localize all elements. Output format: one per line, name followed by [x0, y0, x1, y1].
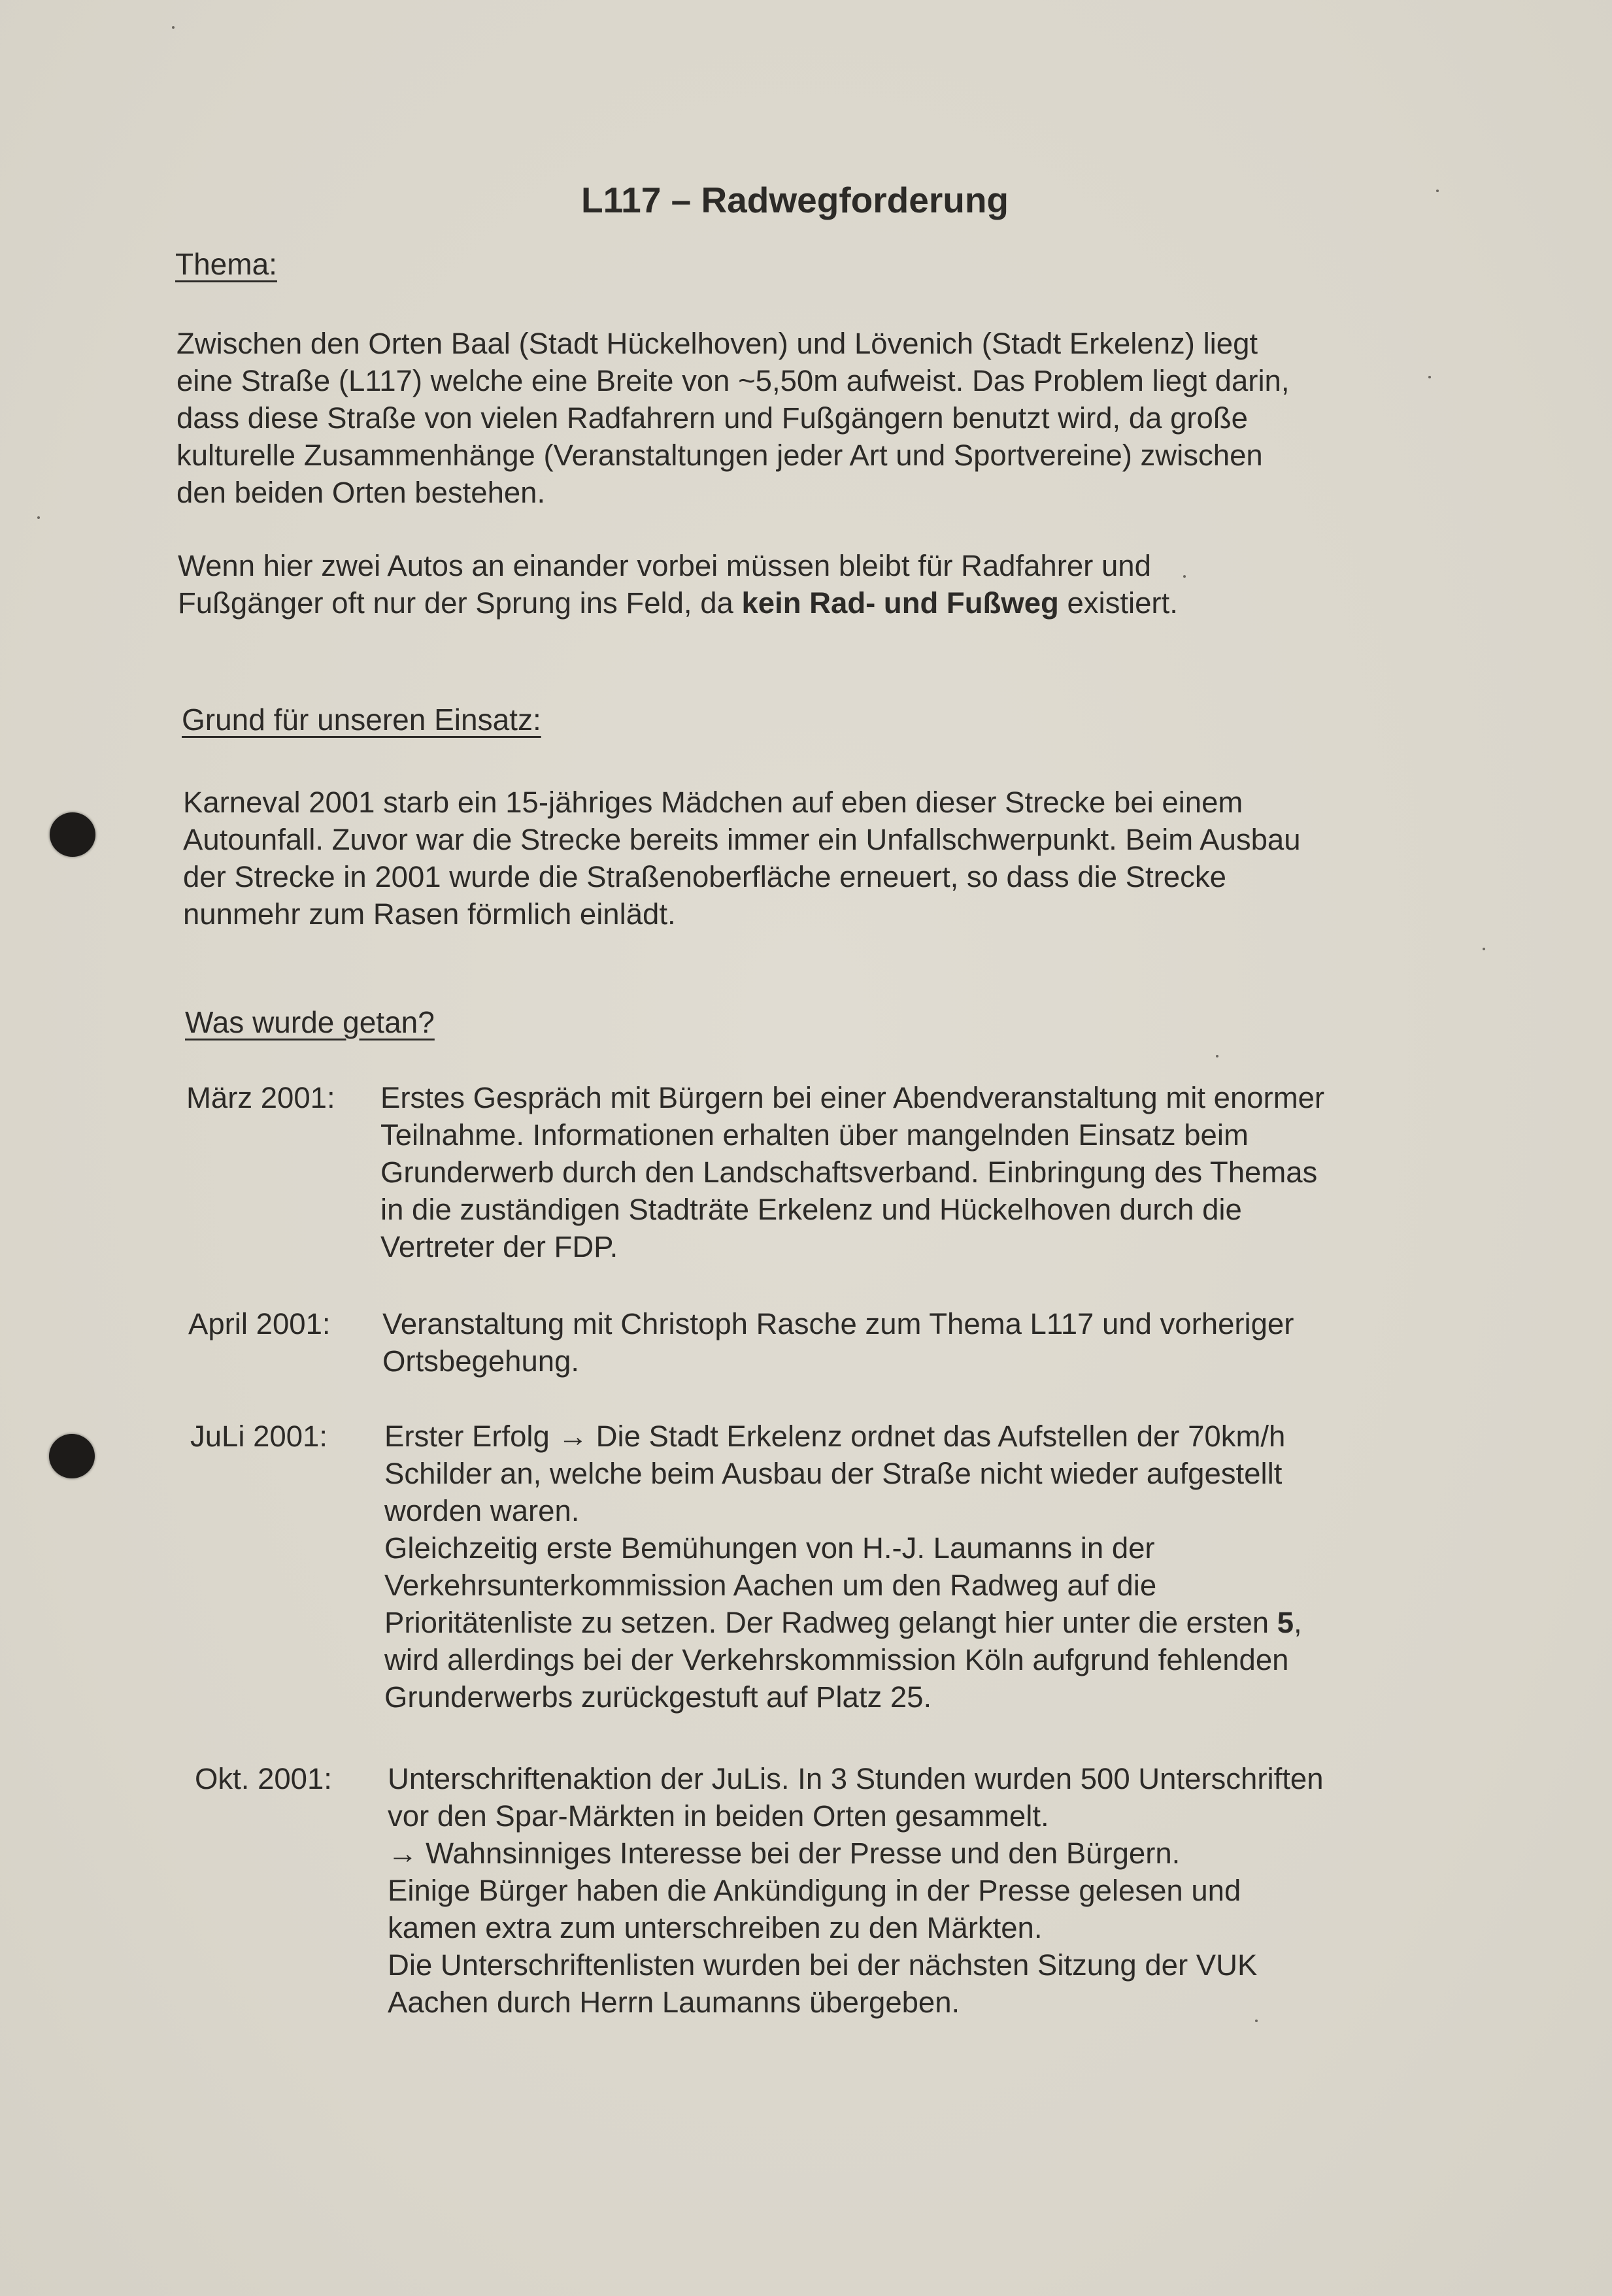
text-line: Schilder an, welche beim Ausbau der Straße nicht wieder aufgestellt: [384, 1457, 1283, 1490]
text-line: wird allerdings bei der Verkehrskommission Köln aufgrund fehlenden: [384, 1643, 1289, 1676]
punch-hole: [50, 812, 95, 857]
text-line: Erstes Gespräch mit Bürgern bei einer Abendveranstaltung mit enormer: [380, 1081, 1325, 1114]
text-line: Erster Erfolg → Die Stadt Erkelenz ordnet das Aufstellen der 70km/h: [384, 1420, 1286, 1453]
text-line: Gleichzeitig erste Bemühungen von H.-J. Laumanns in der: [384, 1531, 1155, 1565]
entry-text: [384, 1418, 1302, 1716]
entry-date: März 2001:: [186, 1081, 335, 1114]
entry-date: JuLi 2001:: [190, 1420, 327, 1453]
entry-date: Okt. 2001:: [195, 1762, 332, 1795]
text-line: Verkehrsunterkommission Aachen um den Radweg auf die: [384, 1569, 1157, 1602]
text-line: [384, 1604, 1302, 1641]
text-line: Unterschriftenaktion der JuLis. In 3 Stunden wurden 500 Unterschriften: [388, 1762, 1324, 1795]
text-line: Grunderwerbs zurückgestuft auf Platz 25.: [384, 1680, 932, 1714]
text-line: den beiden Orten bestehen.: [176, 476, 546, 509]
entry-date: April 2001:: [188, 1307, 331, 1340]
text-line: [178, 584, 1178, 622]
text-line: vor den Spar-Märkten in beiden Orten gesammelt.: [388, 1799, 1049, 1833]
text-line: Teilnahme. Informationen erhalten über mangelnden Einsatz beim: [380, 1118, 1249, 1152]
heading-grund: Grund für unseren Einsatz:: [182, 703, 541, 737]
text-line: Einige Bürger haben die Ankündigung in der Presse gelesen und: [388, 1874, 1241, 1907]
scan-speck: [1216, 1055, 1218, 1057]
scan-speck: [1183, 575, 1186, 578]
emphasis-no-bike-path: kein Rad- und Fußweg: [741, 586, 1059, 620]
text-line: Ortsbegehung.: [382, 1344, 580, 1378]
scan-speck: [172, 26, 175, 29]
thema-paragraph-2: [178, 547, 1178, 622]
heading-getan: Was wurde getan?: [185, 1005, 435, 1039]
text-line: Wenn hier zwei Autos an einander vorbei müssen bleibt für Radfahrer und: [178, 549, 1151, 582]
thema-paragraph-1: [176, 325, 1290, 511]
emphasis-rank: 5: [1277, 1606, 1294, 1639]
text-line: Vertreter der FDP.: [380, 1230, 618, 1263]
text-line: Autounfall. Zuvor war die Strecke bereits immer ein Unfallschwerpunkt. Beim Ausbau: [183, 823, 1301, 856]
scan-speck: [1428, 376, 1431, 378]
entry-text: [388, 1760, 1324, 2021]
scan-speck: [37, 516, 40, 519]
text-run: existiert.: [1058, 586, 1178, 620]
punch-hole: [49, 1434, 95, 1478]
grund-paragraph: [183, 784, 1301, 933]
text-line: in die zuständigen Stadträte Erkelenz und Hückelhoven durch die: [380, 1193, 1242, 1226]
scan-speck: [1483, 948, 1485, 950]
entry-text: [380, 1079, 1324, 1265]
heading-thema: Thema:: [175, 247, 277, 281]
text-line: Die Unterschriftenlisten wurden bei der nächsten Sitzung der VUK: [388, 1948, 1258, 1982]
text-line: eine Straße (L117) welche eine Breite von ~5,50m aufweist. Das Problem liegt darin,: [176, 364, 1290, 397]
title-text: L117 – Radwegforderung: [580, 179, 1009, 220]
text-line: worden waren.: [384, 1494, 580, 1527]
text-line: kamen extra zum unterschreiben zu den Märkten.: [388, 1911, 1043, 1944]
text-line: dass diese Straße von vielen Radfahrern und Fußgängern benutzt wird, da große: [176, 401, 1248, 435]
text-line: Aachen durch Herrn Laumanns übergeben.: [388, 1986, 960, 2019]
text-line: der Strecke in 2001 wurde die Straßenoberfläche erneuert, so dass die Strecke: [183, 860, 1226, 893]
text-line: Zwischen den Orten Baal (Stadt Hückelhoven) und Lövenich (Stadt Erkelenz) liegt: [176, 327, 1258, 360]
text-line: → Wahnsinniges Interesse bei der Presse und den Bürgern.: [388, 1837, 1181, 1870]
text-run: Fußgänger oft nur der Sprung ins Feld, da: [178, 586, 742, 620]
text-line: Grunderwerb durch den Landschaftsverband. Einbringung des Themas: [380, 1156, 1318, 1189]
document-title: [0, 177, 1612, 223]
text-run: Prioritätenliste zu setzen. Der Radweg gelangt hier unter die ersten: [384, 1606, 1277, 1639]
text-line: Veranstaltung mit Christoph Rasche zum Thema L117 und vorheriger: [382, 1307, 1294, 1340]
text-line: nunmehr zum Rasen förmlich einlädt.: [183, 897, 676, 931]
text-line: Karneval 2001 starb ein 15-jähriges Mädchen auf eben dieser Strecke bei einem: [183, 786, 1243, 819]
text-run: ,: [1294, 1606, 1302, 1639]
text-line: kulturelle Zusammenhänge (Veranstaltungen jeder Art und Sportvereine) zwischen: [176, 439, 1263, 472]
entry-text: [382, 1305, 1294, 1380]
